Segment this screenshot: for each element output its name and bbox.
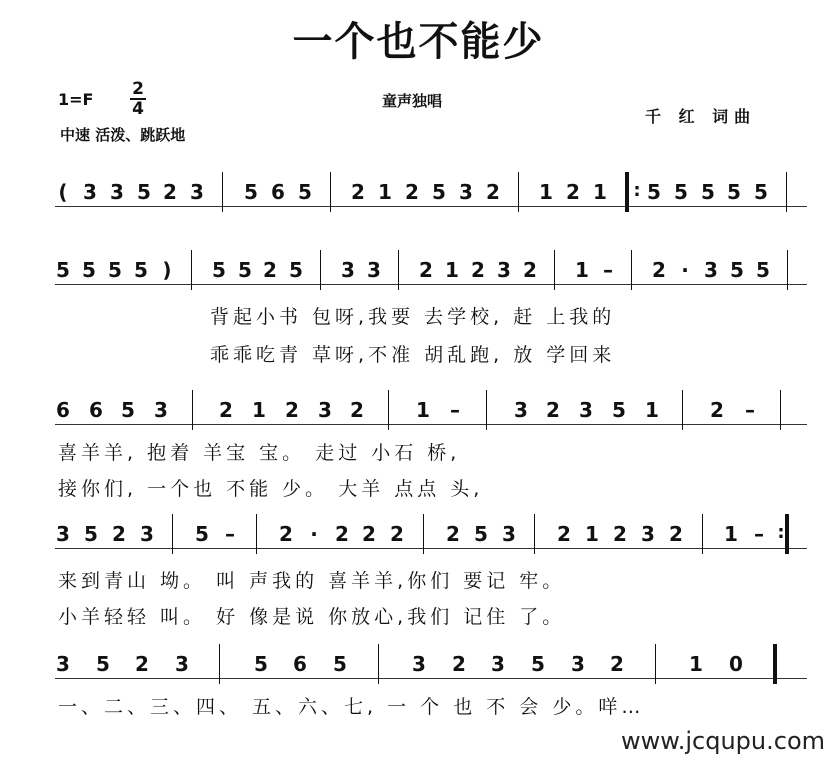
note: – (754, 522, 764, 546)
beam-line (55, 424, 807, 425)
note: 2 (652, 258, 666, 282)
note: 0 (729, 652, 743, 676)
note: 2 (135, 652, 149, 676)
lyric-line: 乖乖吃青 草呀,不准 胡乱跑, 放 学回来 (210, 344, 616, 366)
note: 1 (445, 258, 459, 282)
note: 2 (112, 522, 126, 546)
time-sig-denominator: 4 (132, 99, 144, 119)
note: 5 (432, 180, 446, 204)
lyric-line: 接你们, 一个也 不能 少。 大羊 点点 头, (58, 478, 484, 500)
note: 5 (701, 180, 715, 204)
song-title: 一个也不能少 (292, 19, 545, 65)
note: 5 (96, 652, 110, 676)
note: 2 (335, 522, 349, 546)
note: 3 (579, 398, 593, 422)
note: 3 (154, 398, 168, 422)
score-row (55, 522, 815, 552)
note: 3 (83, 180, 97, 204)
note: 3 (140, 522, 154, 546)
key-signature: 1=F (58, 90, 94, 109)
note: 1 (724, 522, 738, 546)
note: 1 (416, 398, 430, 422)
note: 6 (271, 180, 285, 204)
note: 2 (610, 652, 624, 676)
note: – (225, 522, 235, 546)
note: 2 (285, 398, 299, 422)
note: 5 (756, 258, 770, 282)
note: 6 (89, 398, 103, 422)
note: 3 (491, 652, 505, 676)
note: 1 (575, 258, 589, 282)
note: – (745, 398, 755, 422)
performance-type: 童声独唱 (382, 92, 443, 110)
note: 3 (367, 258, 381, 282)
beam-line (55, 678, 807, 679)
tempo-marking: 中速 活泼、跳跃地 (60, 126, 186, 144)
note: 2 (471, 258, 485, 282)
note: 3 (318, 398, 332, 422)
note: 5 (333, 652, 347, 676)
note: 3 (704, 258, 718, 282)
time-signature (128, 80, 148, 118)
note: 5 (212, 258, 226, 282)
note: 5 (474, 522, 488, 546)
note: 3 (571, 652, 585, 676)
note: 5 (254, 652, 268, 676)
note: 1 (252, 398, 266, 422)
note: 2 (523, 258, 537, 282)
note: 5 (121, 398, 135, 422)
note: 3 (110, 180, 124, 204)
credits: 千 红 词曲 (645, 107, 757, 126)
note: 2 (710, 398, 724, 422)
note: 5 (674, 180, 688, 204)
note: 5 (298, 180, 312, 204)
note: 3 (641, 522, 655, 546)
note: 5 (531, 652, 545, 676)
note: 3 (497, 258, 511, 282)
lyric-line: 小羊轻轻 叫。 好 像是说 你放心,我们 记住 了。 (58, 606, 566, 628)
score-row (55, 258, 815, 288)
watermark: www.jcqupu.com (621, 727, 825, 755)
note: 2 (566, 180, 580, 204)
note: 1 (593, 180, 607, 204)
lyric-line: 喜羊羊, 抱着 羊宝 宝。 走过 小石 桥, (58, 442, 461, 464)
beam-line (55, 548, 807, 549)
note: 1 (585, 522, 599, 546)
score-row (55, 398, 815, 428)
repeat-dots: : (777, 522, 785, 543)
note: 5 (56, 258, 70, 282)
note: 5 (137, 180, 151, 204)
note: 3 (502, 522, 516, 546)
note: 2 (557, 522, 571, 546)
note: 5 (108, 258, 122, 282)
note: 1 (378, 180, 392, 204)
note: 2 (546, 398, 560, 422)
note: 3 (175, 652, 189, 676)
note: ) (162, 258, 172, 282)
note: 5 (647, 180, 661, 204)
note: 1 (689, 652, 703, 676)
note: 3 (514, 398, 528, 422)
note: · (681, 258, 689, 282)
note: 1 (539, 180, 553, 204)
note: 2 (669, 522, 683, 546)
note: ( (58, 180, 68, 204)
note: 2 (263, 258, 277, 282)
note: 5 (244, 180, 258, 204)
note: 5 (612, 398, 626, 422)
note: 2 (486, 180, 500, 204)
note: 2 (219, 398, 233, 422)
note: 2 (350, 398, 364, 422)
note: – (603, 258, 613, 282)
note: 3 (190, 180, 204, 204)
note: 5 (134, 258, 148, 282)
note: 2 (351, 180, 365, 204)
note: 1 (645, 398, 659, 422)
note: 2 (405, 180, 419, 204)
note: 2 (446, 522, 460, 546)
note: 5 (730, 258, 744, 282)
note: 2 (279, 522, 293, 546)
repeat-dots: : (633, 180, 641, 201)
note: 5 (82, 258, 96, 282)
note: 2 (362, 522, 376, 546)
note: 5 (238, 258, 252, 282)
note: 2 (419, 258, 433, 282)
note: 2 (390, 522, 404, 546)
note: 2 (163, 180, 177, 204)
score-row (55, 652, 815, 682)
note: 5 (84, 522, 98, 546)
note: 6 (56, 398, 70, 422)
note: · (310, 522, 318, 546)
note: 6 (293, 652, 307, 676)
note: 2 (613, 522, 627, 546)
lyric-line: 背起小书 包呀,我要 去学校, 赶 上我的 (210, 306, 616, 328)
note: – (450, 398, 460, 422)
note: 5 (289, 258, 303, 282)
score-row (55, 180, 815, 210)
note: 3 (412, 652, 426, 676)
note: 5 (195, 522, 209, 546)
note: 3 (459, 180, 473, 204)
note: 3 (56, 522, 70, 546)
time-sig-numerator: 2 (132, 79, 144, 99)
note: 3 (341, 258, 355, 282)
lyric-line: 来到青山 坳。 叫 声我的 喜羊羊,你们 要记 牢。 (58, 570, 566, 592)
beam-line (55, 206, 807, 207)
beam-line (55, 284, 807, 285)
note: 2 (452, 652, 466, 676)
lyric-line: 一、二、三、四、 五、六、七, 一 个 也 不 会 少。咩… (58, 696, 645, 718)
note: 3 (56, 652, 70, 676)
note: 5 (727, 180, 741, 204)
note: 5 (754, 180, 768, 204)
